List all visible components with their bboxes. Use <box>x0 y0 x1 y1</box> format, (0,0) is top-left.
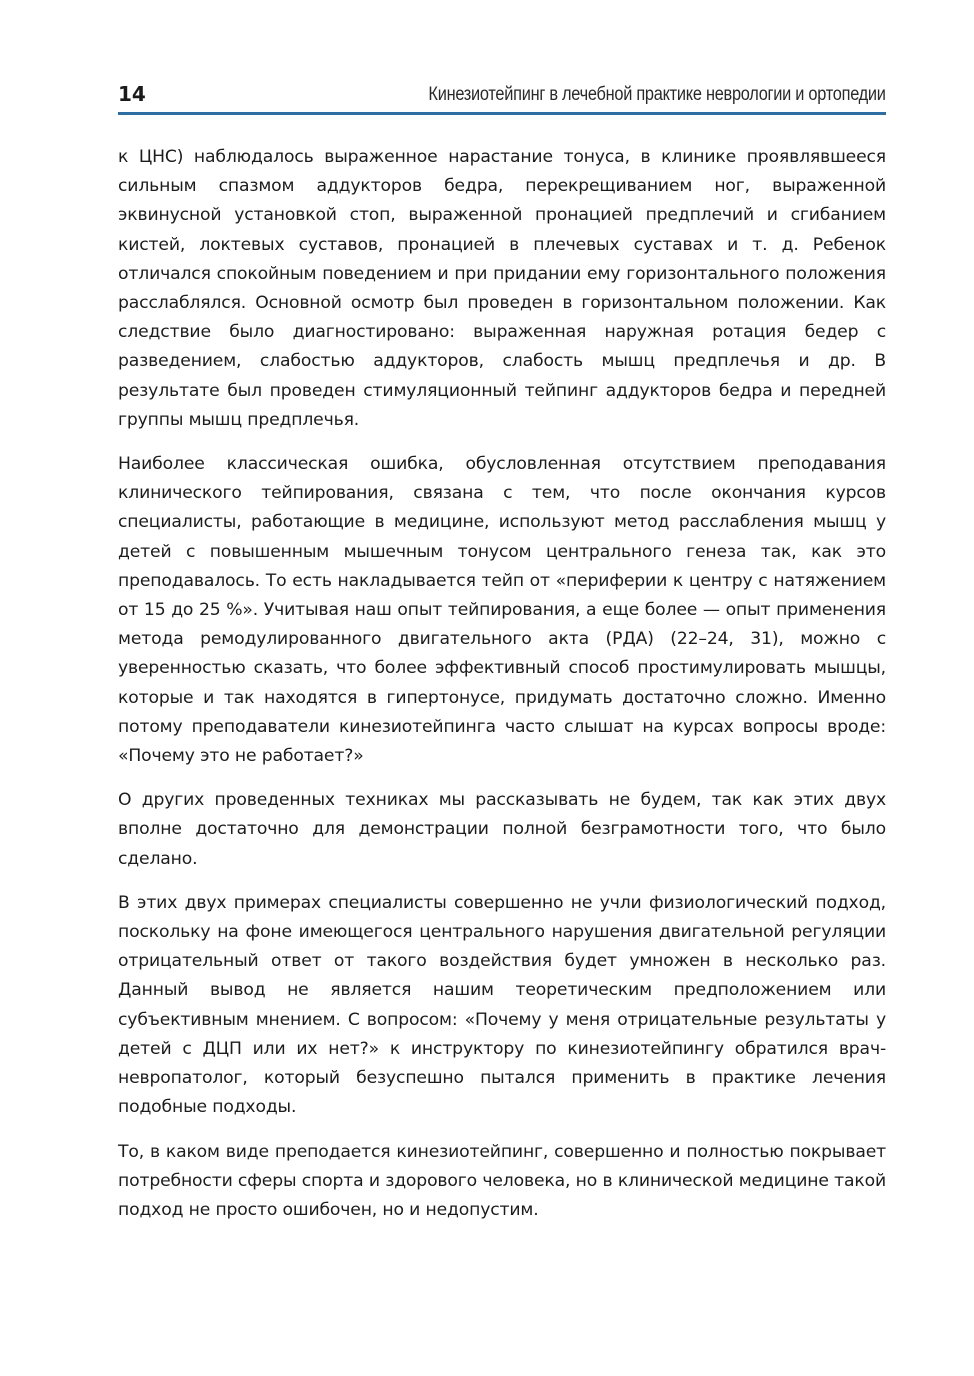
paragraph-5: То, в каком виде преподается кинезиотейпинг, совершенно и полностью покрывает потребности сферы спорта и здорового человека, но в клинической медицине такой подход не просто ошибочен, но и недопустим. <box>118 1141 886 1220</box>
header-rule <box>118 112 886 115</box>
page-number: 14 <box>118 82 146 106</box>
paragraph-2: Наиболее классическая ошибка, обусловленная отсутствием преподавания клинического тейпирования, связана с тем, что после окончания курсов специалисты, работающие в медицине, используют метод расслабления мышц у детей с повышенным мышечным тонусом центрального генеза так, как это преподавалось. То есть накладывается тейп от «периферии к центру с натяжением от 15 до 25 %». Учитывая наш опыт тейпирования, а еще более — опыт применения метода ремодулированного двигательного акта (РДА) (22–24, 31), можно с уверенностью сказать, что более эффективный способ простимулировать мышцы, которые и так находятся в гипертонусе, придумать достаточно сложно. Именно потому преподаватели кинезиотейпинга часто слышат на курсах вопросы вроде: «Почему это не работает?» <box>118 454 886 767</box>
paragraph-1: к ЦНС) наблюдалось выраженное нарастание тонуса, в клинике проявлявшееся сильным спазмом аддукторов бедра, перекрещиванием ног, выраженной эквинусной установкой стоп, выраженной пронацией предплечий и сгибанием кистей, локтевых суставов, пронацией в плечевых суставах и т. д. Ребенок отличался спокойным поведением и при придании ему горизонтального положения расслаблялся. Основной осмотр был проведен в горизонтальном положении. Как следствие было диагностировано: выраженная наружная ротация бедер с разведением, слабостью аддукторов, слабость мышц предплечья и др. В результате был проведен стимуляционный тейпинг аддукторов бедра и передней группы мышц предплечья. <box>118 147 886 430</box>
running-title: Кинезиотейпинг в лечебной практике неврологии и ортопедии <box>428 84 886 105</box>
paragraph-3: О других проведенных техниках мы рассказывать не будем, так как этих двух вполне достаточно для демонстрации полной безграмотности того, что было сделано. <box>118 790 886 869</box>
paragraph-4: В этих двух примерах специалисты совершенно не учли физиологический подход, поскольку на фоне имеющегося центрального нарушения двигательной регуляции отрицательный ответ от такого воздействия будет умножен в несколько раз. Данный вывод не является нашим теоретическим предположением или субъективным мнением. С вопросом: «Почему у меня отрицательные результаты у детей с ДЦП или их нет?» к инструктору по кинезиотейпингу обратился врач-невропатолог, который безуспешно пытался применить в практике лечения подобные подходы. <box>118 892 886 1118</box>
body-text <box>118 143 886 1240</box>
page-header <box>118 80 886 112</box>
